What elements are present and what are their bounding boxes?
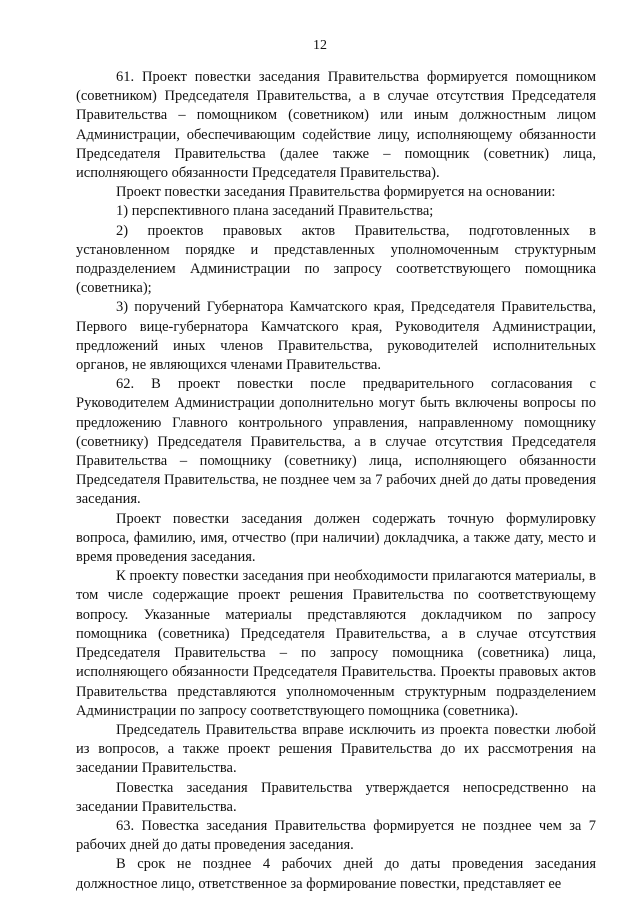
- paragraph-agenda-approval: Повестка заседания Правительства утверждается непосредственно на заседании Правительства.: [76, 779, 596, 815]
- list-item-2: 2) проектов правовых актов Правительства, подготовленных в установленном порядке и представленных уполномоченным структурным подразделением Администрации по запросу соответствующего помощника (советника);: [76, 222, 596, 297]
- paragraph-deadline: В срок не позднее 4 рабочих дней до даты проведения заседания должностное лицо, ответственное за формирование повестки, представляет ее: [76, 856, 596, 892]
- document-body: [76, 68, 596, 894]
- paragraph-agenda-materials: К проекту повестки заседания при необходимости прилагаются материалы, в том числе содержащие проект решения Правительства по соответствующему вопросу. Указанные материалы представляются докладчиком по запросу помощника (советника) Председателя Правительства, а в случае отсутствия Председателя Правительства – по запросу помощника (советника) лица, исполняющего обязанности Председателя Правительства. Проекты правовых актов Правительства представляются уполномоченным структурным подразделением Администрации по запросу соответствующего помощника (советника).: [76, 568, 596, 719]
- paragraph-62: 62. В проект повестки после предварительного согласования с Руководителем Администрации дополнительно могут быть включены вопросы по предложению Главного контрольного управления, направленному помощнику (советнику) Председателя Правительства, а в случае отсутствия Председателя Правительства – помощнику (советнику) лица, исполняющего обязанности Председателя Правительства, не позднее чем за 7 рабочих дней до даты проведения заседания.: [76, 376, 596, 508]
- page-number: 12: [313, 38, 327, 53]
- paragraph-61: 61. Проект повестки заседания Правительства формируется помощником (советником) Председателя Правительства, а в случае отсутствия Председателя Правительства – помощником (советником) или иным должностным лицом Администрации, обеспечивающим содействие лицу, исполняющему обязанности Председателя Правительства (далее также – помощник (советник) лица, исполняющего обязанности Председателя Правительства).: [76, 69, 596, 182]
- paragraph-chairman-rights: Председатель Правительства вправе исключить из проекта повестки любой из вопросов, а также проект решения Правительства до их рассмотрения на заседании Правительства.: [76, 721, 596, 777]
- list-item-3: 3) поручений Губернатора Камчатского края, Председателя Правительства, Первого вице-губернатора Камчатского края, Руководителя Администрации, предложений иных членов Правительства, руководителей исполнительных органов, не являющихся членами Правительства.: [76, 299, 596, 374]
- paragraph-agenda-basis: Проект повестки заседания Правительства формируется на основании:: [116, 184, 556, 201]
- list-item-1: 1) перспективного плана заседаний Правительства;: [116, 203, 434, 220]
- paragraph-agenda-content: Проект повестки заседания должен содержать точную формулировку вопроса, фамилию, имя, отчество (при наличии) докладчика, а также дату, место и время проведения заседания.: [76, 510, 596, 566]
- paragraph-63: 63. Повестка заседания Правительства формируется не позднее чем за 7 рабочих дней до даты проведения заседания.: [76, 817, 596, 854]
